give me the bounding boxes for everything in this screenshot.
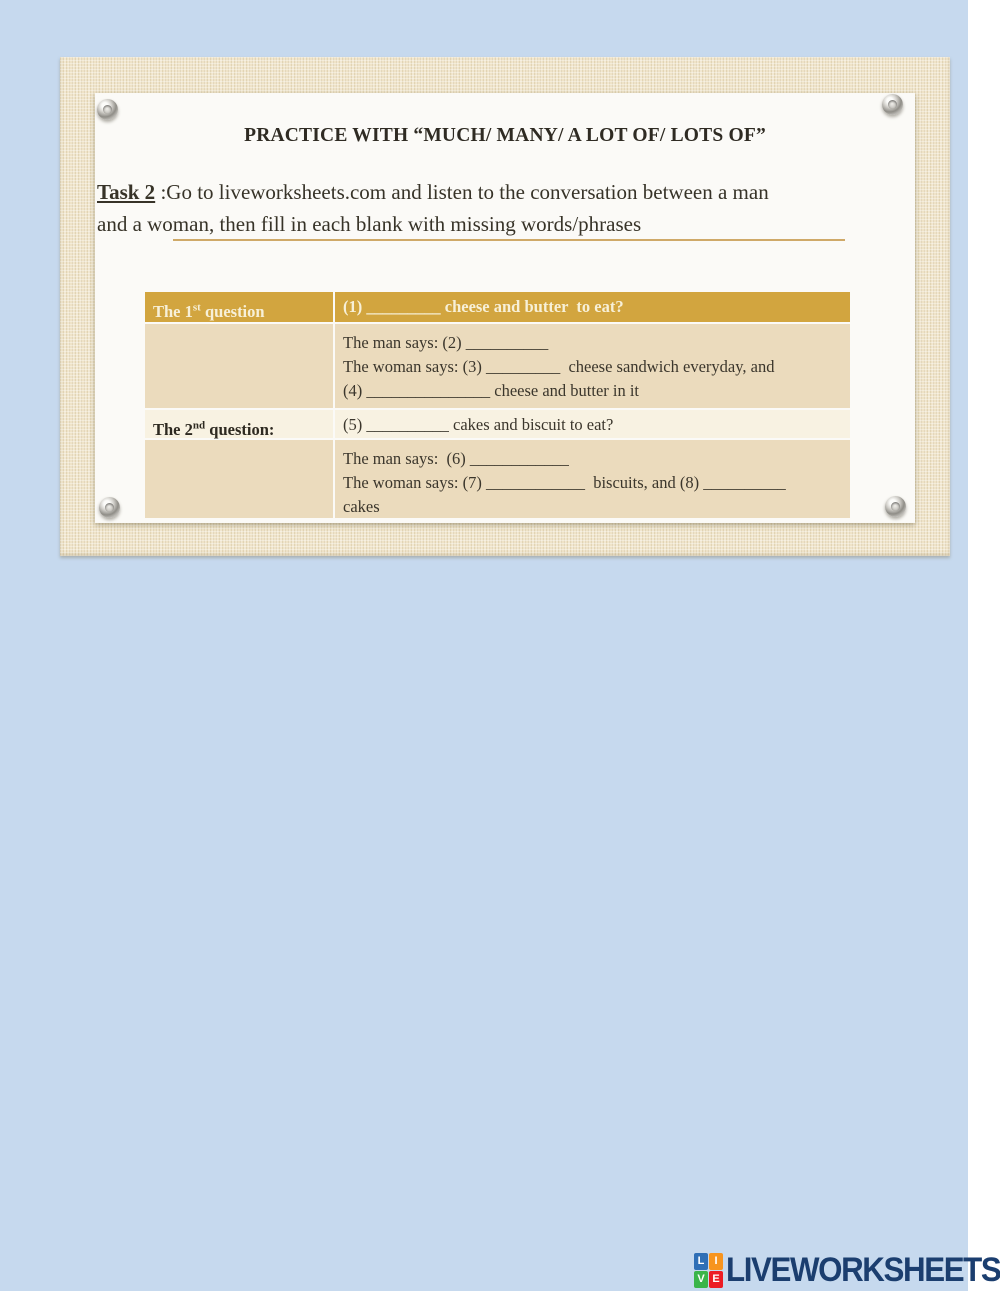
liveworksheets-wordmark: LIVEWORKSHEETS [726, 1250, 1000, 1289]
grommet-pin-icon [885, 496, 906, 517]
liveworksheets-grid-icon [694, 1253, 723, 1288]
fill-blank-line[interactable]: (5) __________ cakes and biscuit to eat? [343, 415, 614, 434]
header-1-sup: st [192, 301, 201, 313]
fill-blank-line[interactable]: The woman says: (7) ____________ biscuits, and (8) __________ [343, 473, 786, 492]
fill-blank-line[interactable]: The man says: (2) __________ [343, 333, 549, 352]
empty-label-cell [145, 440, 333, 518]
empty-label-cell [145, 324, 333, 408]
questions-table [145, 292, 850, 518]
header-2-sup: nd [192, 419, 206, 431]
task-label: Task 2 [97, 180, 156, 204]
table-header-question-1 [145, 292, 333, 322]
grommet-pin-icon [99, 497, 120, 518]
task-instruction-line-1 [97, 180, 769, 205]
logo-square-e: E [709, 1271, 723, 1288]
liveworksheets-logo[interactable] [694, 1250, 1000, 1290]
fill-blank-line[interactable]: cakes [343, 497, 380, 516]
header-1-text: The 1 [153, 301, 193, 321]
fill-blank-line[interactable]: (4) _______________ cheese and butter in it [343, 381, 640, 400]
question-2-answers [335, 440, 850, 518]
fill-blank-line[interactable]: (1) _________ cheese and butter to eat? [343, 297, 624, 316]
header-1-text-suffix: question [200, 301, 265, 321]
question-1-answers [335, 324, 850, 408]
grommet-pin-icon [882, 94, 903, 115]
fill-blank-line[interactable]: The woman says: (3) _________ cheese sandwich everyday, and [343, 357, 775, 376]
logo-square-i: I [709, 1253, 723, 1270]
task-instruction-line-2: and a woman, then fill in each blank with missing words/phrases [97, 212, 642, 236]
page-title: PRACTICE WITH “MUCH/ MANY/ A LOT OF/ LOTS OF” [244, 125, 766, 146]
question-2-prompt[interactable] [335, 410, 850, 438]
table-header-question-2 [145, 410, 333, 438]
grommet-pin-icon [97, 99, 118, 120]
header-2-text: The 2 [153, 419, 193, 439]
worksheet-paper [95, 93, 915, 523]
task-underline-rule [173, 239, 845, 241]
fill-blank-line[interactable]: The man says: (6) ____________ [343, 449, 569, 468]
logo-square-l: L [694, 1253, 708, 1270]
logo-square-v: V [694, 1271, 708, 1288]
question-1-prompt[interactable] [335, 292, 850, 322]
header-2-text-suffix: question: [205, 419, 275, 439]
task-text-1: :Go to liveworksheets.com and listen to the conversation between a man [155, 180, 769, 204]
